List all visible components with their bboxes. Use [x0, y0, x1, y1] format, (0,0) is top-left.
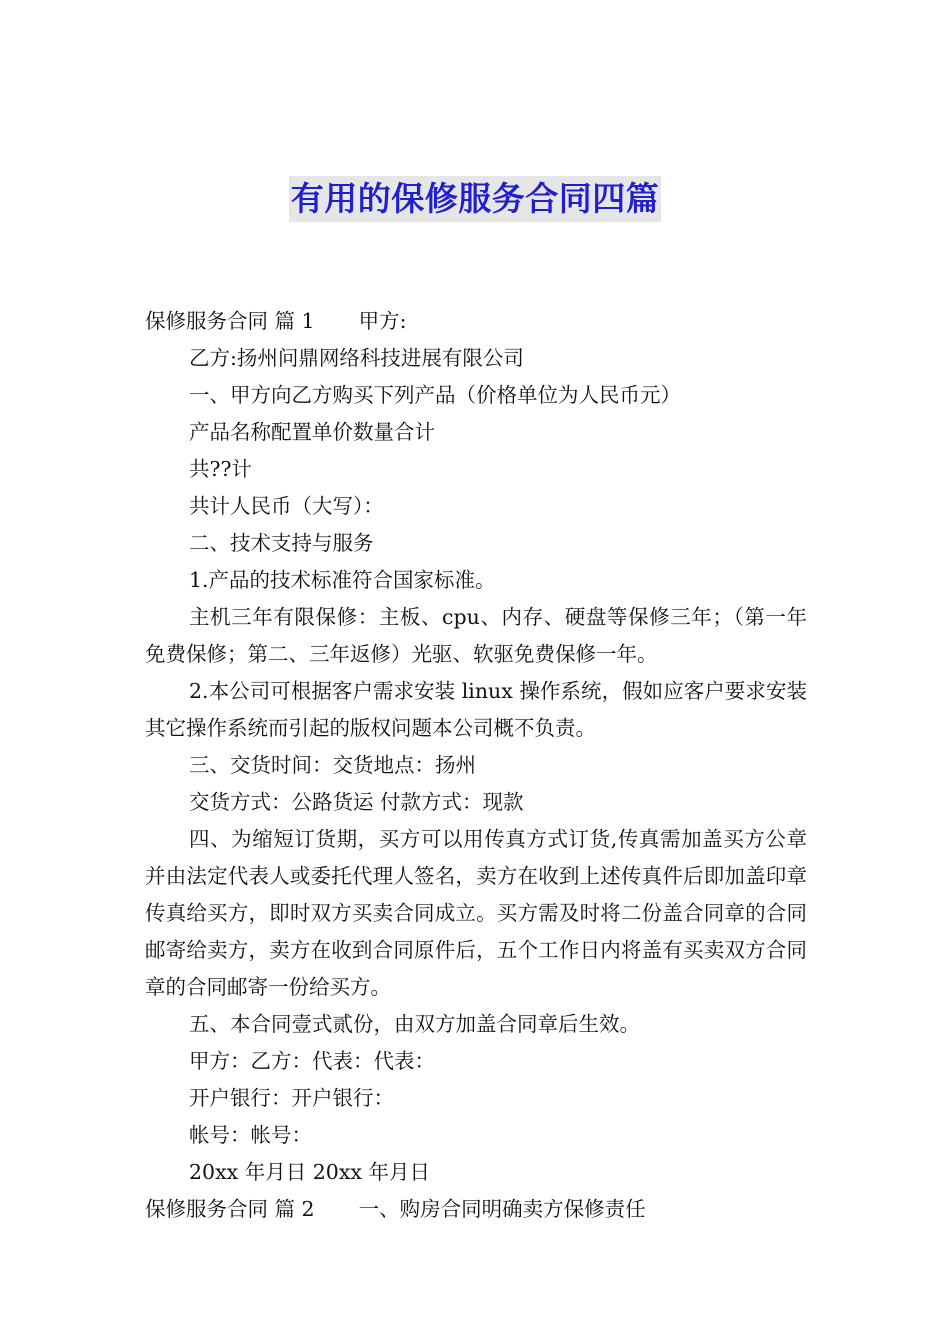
section-label: 保修服务合同 篇 2 — [145, 1197, 315, 1221]
product-header-line: 产品名称配置单价数量合计 — [189, 420, 435, 444]
section-heading-1 — [145, 303, 807, 340]
party-b-line: 乙方:扬州问鼎网络科技进展有限公司 — [189, 346, 524, 370]
clause-1: 一、甲方向乙方购买下列产品（价格单位为人民币元） — [189, 383, 681, 407]
account-line: 帐号：帐号： — [189, 1123, 312, 1147]
delivery-method-line: 交货方式：公路货运 付款方式：现款 — [189, 790, 524, 814]
party-a-label: 甲方: — [358, 309, 407, 333]
total-rmb-line: 共计人民币（大写）： — [189, 494, 384, 518]
document-body — [145, 303, 807, 1228]
clause-2-item-2: 2.本公司可根据客户需求安装 linux 操作系统，假如应客户要求安装其它操作系统而引起的版权问题本公司概不负责。 — [145, 679, 807, 740]
clause-4: 四、为缩短订货期，买方可以用传真方式订货,传真需加盖买方公章并由法定代表人或委托代理人签名，卖方在收到上述传真件后即加盖印章传真给买方，即时双方买卖合同成立。买方需及时将二份盖合同章的合同邮寄给卖方，卖方在收到合同原件后，五个工作日内将盖有买卖双方合同章的合同邮寄一份给买方。 — [145, 827, 807, 999]
title-container — [0, 176, 950, 222]
total-line: 共??计 — [189, 457, 252, 481]
section-label: 保修服务合同 篇 1 — [145, 309, 315, 333]
clause-2-item-1: 1.产品的技术标准符合国家标准。 — [189, 568, 496, 592]
bank-line: 开户银行：开户银行： — [189, 1086, 394, 1110]
section-2-first-clause: 一、购房合同明确卖方保修责任 — [358, 1197, 646, 1221]
warranty-paragraph: 主机三年有限保修：主板、cpu、内存、硬盘等保修三年；（第一年免费保修；第二、三年返修）光驱、软驱免费保修一年。 — [145, 605, 807, 666]
clause-3: 三、交货时间：交货地点：扬州 — [189, 753, 476, 777]
clause-2: 二、技术支持与服务 — [189, 531, 374, 555]
clause-5: 五、本合同壹式贰份，由双方加盖合同章后生效。 — [189, 1012, 640, 1036]
document-title: 有用的保修服务合同四篇 — [289, 176, 662, 222]
signature-line: 甲方：乙方：代表：代表： — [189, 1049, 435, 1073]
section-heading-2 — [145, 1191, 807, 1228]
date-line: 20xx 年月日 20xx 年月日 — [189, 1160, 430, 1184]
